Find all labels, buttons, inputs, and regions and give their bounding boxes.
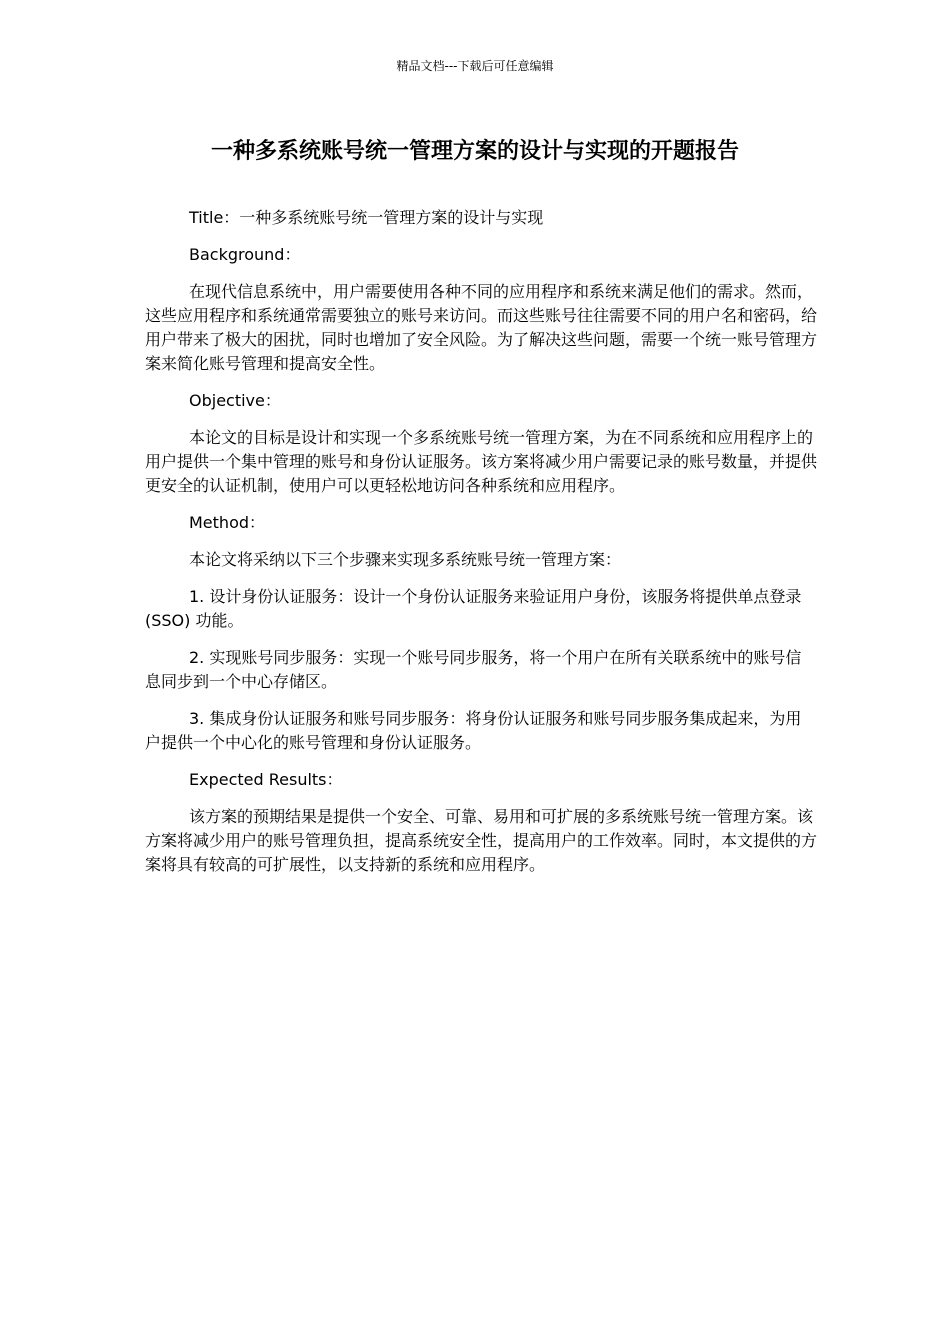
header-note: 精品文档---下载后可任意编辑 [396, 59, 554, 73]
method-intro-paragraph: 本论文将采纳以下三个步骤来实现多系统账号统一管理方案： [189, 550, 622, 569]
section-heading-background: Background： [189, 245, 301, 264]
section-heading-method: Method： [189, 513, 266, 532]
method-step-2: 2. 实现账号同步服务：实现一个账号同步服务，将一个用户在所有关联系统中的账号信息同步到一个中心存储区。 [145, 648, 802, 691]
document-body [145, 206, 817, 890]
expected-results-paragraph: 该方案的预期结果是提供一个安全、可靠、易用和可扩展的多系统账号统一管理方案。该方案将减少用户的账号管理负担，提高系统安全性，提高用户的工作效率。同时，本文提供的方案将具有较高的可扩展性，以支持新的系统和应用程序。 [145, 807, 818, 874]
title-line: Title：一种多系统账号统一管理方案的设计与实现 [189, 208, 544, 227]
document-title: 一种多系统账号统一管理方案的设计与实现的开题报告 [210, 139, 739, 164]
method-step-1: 1. 设计身份认证服务：设计一个身份认证服务来验证用户身份，该服务将提供单点登录 (SSO) 功能。 [145, 587, 802, 630]
objective-paragraph: 本论文的目标是设计和实现一个多系统账号统一管理方案，为在不同系统和应用程序上的用户提供一个集中管理的账号和身份认证服务。该方案将减少用户需要记录的账号数量，并提供更安全的认证机制，使用户可以更轻松地访问各种系统和应用程序。 [145, 428, 818, 495]
section-heading-expected-results: Expected Results： [189, 770, 343, 789]
section-heading-objective: Objective： [189, 391, 281, 410]
method-step-3: 3. 集成身份认证服务和账号同步服务：将身份认证服务和账号同步服务集成起来，为用户提供一个中心化的账号管理和身份认证服务。 [145, 709, 802, 752]
background-paragraph: 在现代信息系统中，用户需要使用各种不同的应用程序和系统来满足他们的需求。然而，这些应用程序和系统通常需要独立的账号来访问。而这些账号往往需要不同的用户名和密码，给用户带来了极大的困扰，同时也增加了安全风险。为了解决这些问题，需要一个统一账号管理方案来简化账号管理和提高安全性。 [145, 282, 818, 373]
